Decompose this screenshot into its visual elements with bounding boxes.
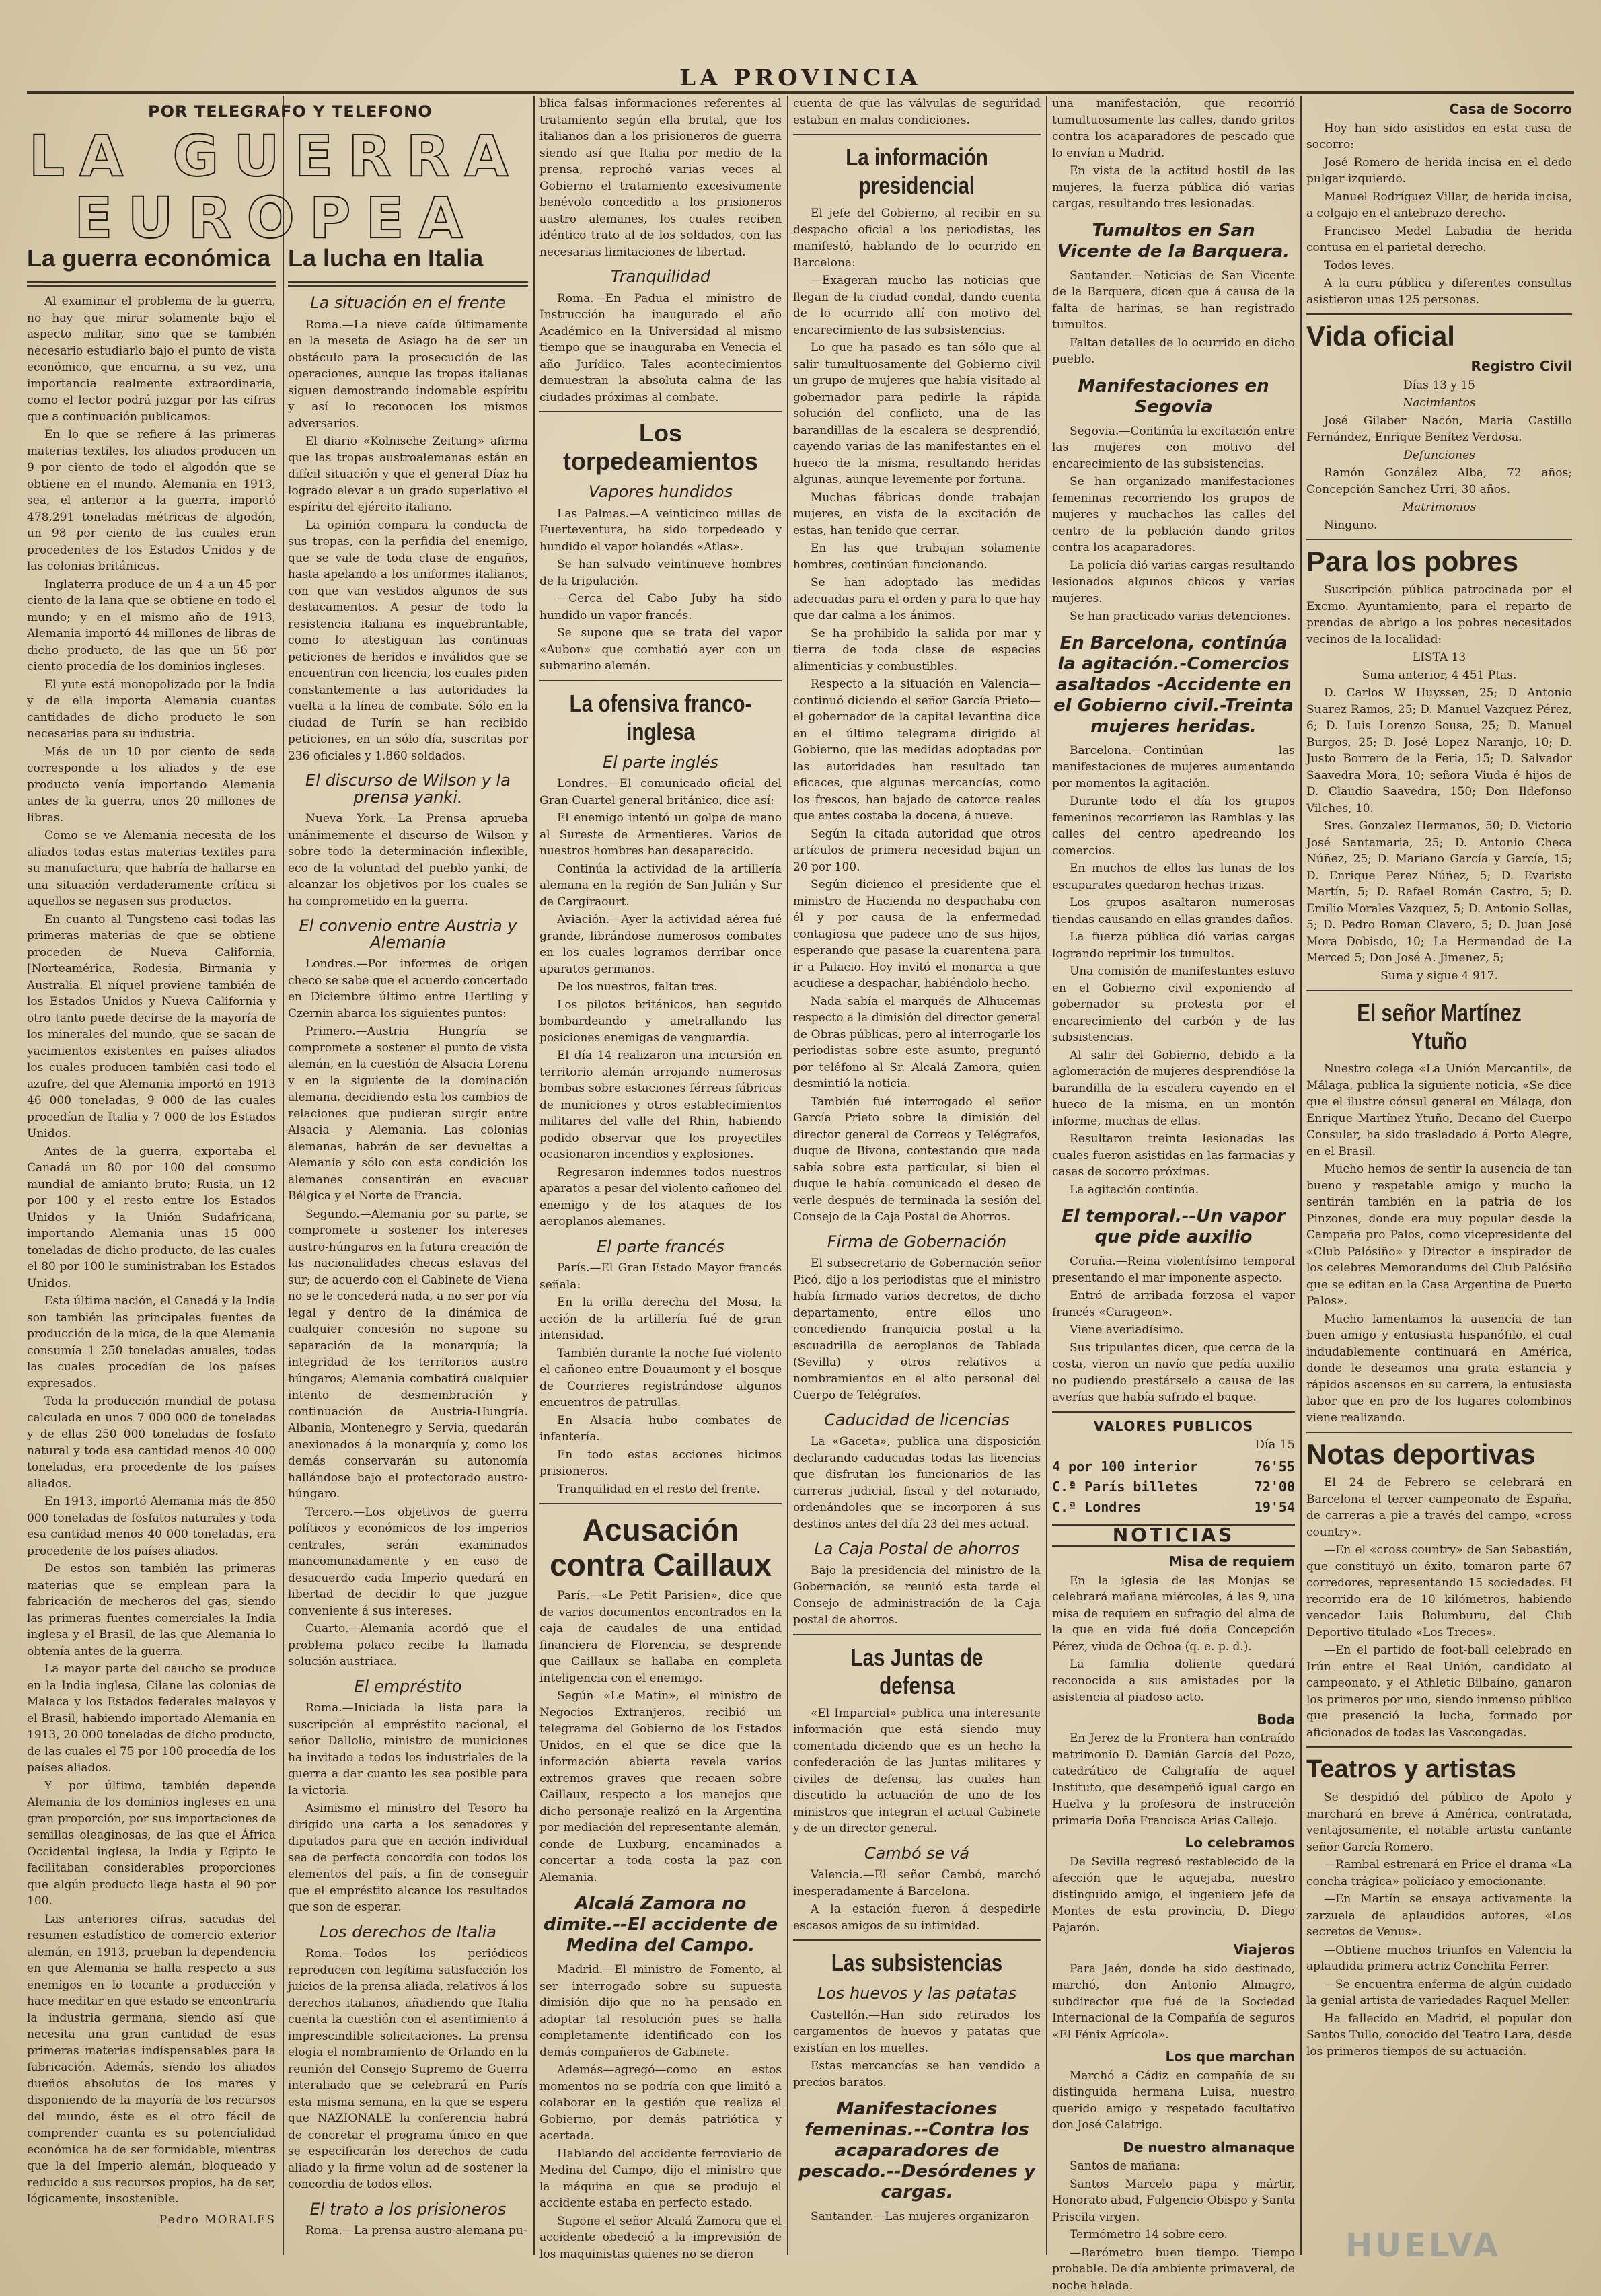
article-title: Las Juntas de defensa xyxy=(850,1643,983,1699)
paragraph: Barcelona.—Continúan las manifestaciones de mujeres aumentando por momentos la agitación. xyxy=(1052,743,1295,790)
paragraph: —Barómetro buen tiempo. Tiempo probable. De día ambiente primaveral, de noche helada. xyxy=(1052,2246,1295,2293)
paragraph: Roma.—La prensa austro-alemana pu- xyxy=(305,2224,527,2237)
paragraph: En vista de la actitud hostil de las mujeres, la fuerza pública dió varias cargas, resultando tres lesionadas. xyxy=(1052,164,1295,211)
paragraph: Se han organizado manifestaciones femeninas recorriendo los grupos de mujeres y muchachos las calles del centro de la población dando gritos contra los acaparadores. xyxy=(1052,475,1295,554)
divider xyxy=(793,1634,1041,1635)
paragraph: Faltan detalles de lo ocurrido en dicho pueblo. xyxy=(1052,336,1295,366)
paragraph: Santander.—Las mujeres organizaron xyxy=(811,2210,1029,2223)
paragraph: Supone el señor Alcalá Zamora que el accidente obedeció a la imprevisión de los maquinistas quienes no se dieron xyxy=(539,2214,782,2261)
paragraph: Lo que ha pasado es tan sólo que al salir tumultuosamente del Gobierno civil un grupo de mujeres que había visitado al gobernador para pedirle la rápida solución del conflicto, una de las barandillas de la escalera se desprendió, cayendo varias de las manifestantes en el hueco de la misma, resultando heridas algunas, aunque levemente por fortuna. xyxy=(793,341,1041,486)
registry-section: Matrimonios xyxy=(1402,501,1477,514)
paragraph: Segovia.—Continúa la excitación entre las mujeres con motivo del encarecimiento de las subsistencias. xyxy=(1052,424,1295,471)
divider xyxy=(539,1503,782,1504)
paragraph: Para Jaén, donde ha sido destinado, marchó, don Antonio Almagro, subdirector que fué de la Sociedad Internacional de la Compañía de seguros «El Fénix Agrícola». xyxy=(1052,1962,1295,2042)
paragraph: Segundo.—Alemania por su parte, se compromete a sostener los intereses austro-húngaros en la futura creación de las nacionalidades checas eslavas del sur; de acuerdo con el Gabinete de Viena no se le concederá nada, a no ser por vía legal y dentro de la dinámica de cualquier concesión no supone su separación de la monarquía; la integridad de los territorios austro húngaros; Alemania combatirá cualquier intento de desmembración y continuación de Austria-Hungría. Albania, Montenegro y Servia, quedarán anexionados á la monarquía y, como los demás conservarán su autonomía hallándose bajo el protectorado austro-húngaro. xyxy=(288,1207,528,1501)
article-title: La ofensiva franco-inglesa xyxy=(569,689,752,745)
paragraph: Una comisión de manifestantes estuvo en el Gobierno civil exponiendo al gobernador su protesta por el encarecimiento del carbón y de las subsistencias. xyxy=(1052,965,1295,1044)
paragraph: Termómetro 14 sobre cero. xyxy=(1070,2228,1228,2242)
stock-row xyxy=(1052,1477,1295,1497)
paragraph: También fué interrogado el señor García Prieto sobre la dimisión del director general de Correos y Telégrafos, duque de Bivona, contestando que nada sabía sobre esta particular, si bien el duque le había comunicado el deseo de verle después de terminada la sesión del Consejo de la Caja Postal de Ahorros. xyxy=(793,1095,1041,1224)
stock-rows xyxy=(1052,1456,1295,1517)
stock-date: Día 15 xyxy=(1255,1438,1295,1452)
watermark-text: HUELVA xyxy=(1345,2227,1501,2264)
stock-value: 76'55 xyxy=(1254,1458,1295,1475)
paragraph: Cuarto.—Alemania acordó que el problema polaco recibe la llamada solución austriaca. xyxy=(288,1622,528,1668)
registry-section: Nacimientos xyxy=(1403,396,1476,410)
paragraph: Según dicienco el presidente que el ministro de Hacienda no despachaba con él y por causa de la enfermedad contagiosa que padece uno de sus hijos, esperando que pasase la cuarentena para ir a Palacio. Hoy invitó el monarca a que acudiese a despachar, habiéndolo hecho. xyxy=(793,878,1041,990)
news-title: Casa de Socorro xyxy=(1449,101,1572,117)
paragraph: La familia doliente quedará reconocida a sus amistades por la asistencia al piadoso acto. xyxy=(1052,1658,1295,1704)
column-5 xyxy=(1052,96,1295,2293)
paragraph: Estas mercancías se han vendido a precios baratos. xyxy=(793,2059,1041,2089)
paragraph: Al examinar el problema de la guerra, no hay que mirar solamente bajo el aspecto militar, sino que se también necesario estudiarlo bajo el punto de vista económico, que encarna, a su vez, una importancia realmente extraordinaria, como el lector podrá juzgar por las cifras que a continuación publicamos: xyxy=(27,295,276,424)
paragraph: Primero.—Austria Hungría se compromete a sostener el punto de vista alemán, en la cuestión de Alsacia Lorena y en la siguiente de la dominación alemana, decidiendo esta los cambios de relaciones que pudieran surgir entre Alsacia y Alemania. Las colonias alemanas, habrán de ser devueltas a Alemania y sólo con esta condición los alemanes consentirán en evacuar Bélgica y el Norte de Francia. xyxy=(288,1025,528,1203)
masthead-title: LA PROVINCIA xyxy=(679,65,922,91)
article-title: La información presidencial xyxy=(846,143,988,199)
paragraph: Se supone que se trata del vapor «Aubon» que combatió ayer con un submarino alemán. xyxy=(539,626,782,673)
news-title: Boda xyxy=(1257,1711,1295,1728)
paragraph: Santos Marcelo papa y mártir, Honorato abad, Fulgencio Obispo y Santa Priscila virgen. xyxy=(1052,2177,1295,2224)
divider xyxy=(1306,990,1572,991)
stock-value: 19'54 xyxy=(1254,1498,1295,1515)
divider xyxy=(793,1939,1041,1941)
divider xyxy=(27,281,276,287)
paragraph: Manuel Rodríguez Villar, de herida incisa, a colgajo en el antebrazo derecho. xyxy=(1306,190,1572,220)
stock-label: 4 por 100 interior xyxy=(1052,1458,1198,1475)
paragraph: José Gilaber Nacón, María Castillo Fernández, Enrique Benítez Verdosa. xyxy=(1306,414,1572,444)
paragraph: En Alsacia hubo combates de infantería. xyxy=(539,1413,782,1444)
paragraph: Se han salvado veintinueve hombres de la tripulación. xyxy=(539,558,782,588)
article-title: Notas deportivas xyxy=(1306,1438,1536,1470)
paragraph: En Jerez de la Frontera han contraído matrimonio D. Damián García del Pozo, catedrático de Caligrafía de aquel Instituto, que desempeñó igual cargo en Huelva y la profesora de instrucción primaria Doña Francisca Arias Callejo. xyxy=(1052,1732,1295,1828)
news-title: Viajeros xyxy=(1233,1941,1295,1958)
news-title: De nuestro almanaque xyxy=(1123,2139,1295,2155)
paragraph: Sres. Gonzalez Hermanos, 50; D. Victorio José Santamaria, 25; D. Antonio Checa Núñez, 25; D. Mariano García y García, 15; D. Enrique Perez Núñez, 5; D. Evaristo Martín, 5; D. Rafael Román Castro, 5; D. Emilio Morales Vazquez, 5; D. Antonio Sollas, 5; D. Pedro Roman Clavero, 5; D. Juan José Mora Dobisdo, 10; La Hermandad de La Merced 5; Don José A. Jimenez, 5; xyxy=(1306,819,1572,965)
subheading: El parte inglés xyxy=(602,752,719,772)
paragraph: Nueva York.—La Prensa aprueba unánimemente el discurso de Wilson y sobre todo la determinación inflexible, eco de la voluntad del pueblo yanki, de alcanzar los objetivos por los cuales se ha comprometido en la guerra. xyxy=(288,812,528,908)
paragraph: cuenta de que las válvulas de seguridad estaban en malas condiciones. xyxy=(793,97,1041,127)
article-title: La guerra económica xyxy=(27,244,271,272)
stock-table xyxy=(1052,1418,1295,1517)
paragraph: Asimismo el ministro del Tesoro ha dirigido una carta a los senadores y diputados para que en acción individual sea de perfecta concordia con todos los elementos del país, a fin de conseguir que el empréstito alcance los resultados que son de esperar. xyxy=(288,1802,528,1914)
paragraph: Madrid.—El ministro de Fomento, al ser interrogado sobre su supuesta dimisión dijo que no ha pensado en adoptar tal resolución pues se halla completamente identificado con los demás compañeros de Gabinete. xyxy=(539,1963,782,2059)
subheading: El parte francés xyxy=(597,1236,724,1256)
paragraph: En todo estas acciones hicimos prisioneros. xyxy=(539,1448,782,1478)
column-rule xyxy=(533,96,535,2255)
paragraph: —En Martín se ensaya activamente la zarzuela de aplaudidos autores, «Los secretos de Venus». xyxy=(1306,1892,1572,1939)
paragraph: Las Palmas.—A veinticinco millas de Fuerteventura, ha sido torpedeado y hundido el vapor holandés «Atlas». xyxy=(539,507,782,554)
paragraph: Suscripción pública patrocinada por el Excmo. Ayuntamiento, para el reparto de prendas de abrigo a los pobres necesitados vecinos de la localidad: xyxy=(1306,583,1572,646)
paragraph: Se ha prohibido la salida por mar y tierra de toda clase de especies alimenticias y combustibles. xyxy=(793,626,1041,673)
paragraph: La fuerza pública dió varias cargas logrando reprimir los tumultos. xyxy=(1052,930,1295,961)
paragraph: Aviación.—Ayer la actividad aérea fué grande, librándose numerosos combates en los cuales logramos derribar once aparatos germanos. xyxy=(539,913,782,976)
paragraph: Inglaterra produce de un 4 a un 45 por ciento de la lana que se obtiene en todo el mundo; y en el mismo año de 1913, Alemania importó 44 millones de libras de dicho producto, de las que un 56 por ciento procedía de los dominios ingleses. xyxy=(27,577,276,673)
subheading: El convenio entre Austria y Alemania xyxy=(299,916,517,952)
divider xyxy=(1052,1411,1295,1413)
paragraph: París.—«Le Petit Parisien», dice que de varios documentos encontrados en la caja de caudales de una entidad financiera de Florencia, se desprende que Caillaux se hallaba en completa inteligencia con el enemigo. xyxy=(539,1589,782,1685)
paragraph: Roma.—Todos los periódicos reproducen con legítima satisfacción los juicios de la prensa aliada, relativos á los derechos italianos, añadiendo que Italia cuenta la cuestión con el asentimiento á imprescindible solicitaciones. La prensa elogia el nombramiento de Orlando en la reunión del Consejo Supremo de Guerra interaliado que se celebrará en París esta misma semana, en la que se espera que NAZIONALE la conferencia habrá de concretar el programa único en que se especificarán los derechos de cada aliado y la firme volun ad de sostener la concordia de todos ellos. xyxy=(288,1947,528,2191)
paragraph: Se han adoptado las medidas adecuadas para el orden y para lo que hay que dar calma a los ánimos. xyxy=(793,576,1041,622)
paragraph: Coruña.—Reina violentísimo temporal presentando el mar imponente aspecto. xyxy=(1052,1255,1295,1285)
paragraph: Santos de mañana: xyxy=(1070,2159,1181,2173)
paragraph: En muchos de ellos las lunas de los escaparates quedaron hechas trizas. xyxy=(1052,862,1295,892)
paragraph: De Sevilla regresó restablecido de la afección que le aquejaba, nuestro distinguido amigo, el ingeniero jefe de Montes de esta provincia, D. Diego Pajarón. xyxy=(1052,1855,1295,1935)
paragraph: Hablando del accidente ferroviario de Medina del Campo, dijo el ministro que la máquina en que se produjo el accidente estaba en perfecto estado. xyxy=(539,2147,782,2210)
paragraph: Las anteriores cifras, sacadas del resumen estadístico de comercio exterior alemán, en 1913, prueban la dependencia en que Alemania se halla respecto a sus enemigos en lo tocante a producción y hace meditar en que estado se encontraría la industria germana, siendo así que necesita una gran cantidad de esas primeras materias indispensables para la fabricación. Además, siendo los aliados dueños absolutos de los mares y disponiendo de la mayoría de los recursos del mundo, éste es el otro fácil de comprender cuanta es su potencialidad económica ha de ser formidable, mientras que la del Imperio alemán, bloqueado y reducido a sus recursos propios, ha de ser, lógicamente, insostenible. xyxy=(27,1912,276,2206)
paragraph: En la iglesia de las Monjas se celebrará mañana miércoles, á las 9, una misa de requiem en sufragio del alma de la que en vida fué doña Concepción Pérez, viuda de Ochoa (q. e. p. d.). xyxy=(1052,1573,1295,1654)
article-title: Acusación contra Caillaux xyxy=(550,1512,772,1582)
paragraph: El diario «Kolnische Zeitung» afirma que las tropas austroalemanas están en difícil situación y que el general Díaz ha logrado elevar a un grado superlativo el espíritu del ejército italiano. xyxy=(288,435,528,514)
paragraph: En la orilla derecha del Mosa, la acción de la artillería fué de gran intensidad. xyxy=(539,1296,782,1342)
news-title: Registro Civil xyxy=(1470,358,1572,374)
column-3 xyxy=(539,96,782,2262)
paragraph: Más de un 10 por ciento de seda corresponde a los aliados y de ese producto venía importando Alemania antes de la guerra, unos 20 millones de libras. xyxy=(27,745,276,825)
paragraph: Ramón González Alba, 72 años; Concepción Sanchez Urri, 30 años. xyxy=(1306,466,1572,496)
paragraph: Regresaron indemnes todos nuestros aparatos a pesar del violento cañoneo del enemigo y de los ataques de los aeroplanos alemanes. xyxy=(539,1165,782,1228)
paragraph: Muchas fábricas donde trabajan mujeres, en vista de la excitación de estas, han tenido que cerrar. xyxy=(793,490,1041,538)
paragraph: D. Carlos W Huyssen, 25; D Antonio Suarez Ramos, 25; D. Manuel Vazquez Pérez, 6; D. Luis Lorenzo Sousa, 25; D. Manuel Burgos, 25; D. José Lopez Naranjo, 10; D. Justo Borrero de la Feria, 15; D. Salvador Saavedra Mora, 10; señora Viuda é hijos de D. Claudio Saavedra, 150; Don Ildefonso Vilches, 10. xyxy=(1306,686,1572,815)
paragraph: «El Imparcial» publica una interesante información que está siendo muy comentada diciendo que es un hecho la confederación de las Juntas militares y civiles de defensa, las cuales han discutido la actuación de uno de los ministros que integran el actual Gabinete y de un director general. xyxy=(793,1706,1041,1835)
paragraph: Viene averiadísimo. xyxy=(1070,1323,1184,1337)
paragraph: La policía dió varias cargas resultando lesionados algunos chicos y varias mujeres. xyxy=(1052,558,1295,605)
headline-la-guerra: LA GUERRA xyxy=(28,123,523,189)
article-title: Vida oficial xyxy=(1306,320,1455,352)
kicker: POR TELEGRAFO Y TELEFONO xyxy=(148,102,433,121)
subheading: Firma de Gobernación xyxy=(827,1232,1007,1251)
headline-europea: EUROPEA xyxy=(74,185,478,251)
paragraph: Resultaron treinta lesionadas las cuales fueron asistidas en las farmacias y casas de socorro próximas. xyxy=(1052,1132,1295,1179)
paragraph: Marchó a Cádiz en compañía de su distinguida hermana Luisa, nuestro querido amigo y respetado facultativo don José Calatrigo. xyxy=(1052,2069,1295,2132)
paragraph: José Romero de herida incisa en el dedo pulgar izquierdo. xyxy=(1306,155,1572,186)
paragraph: Santander.—Noticias de San Vicente de la Barquera, dicen que á causa de la falta de harinas, se han registrado tumultos. xyxy=(1052,268,1295,332)
paragraph: —En el «cross country» de San Sebastián, que constituyó un éxito, tomaron parte 67 corredores, representando 15 sociedades. El recorrido era de 10 kilómetros, habiendo vencedor Luis Bolumburu, del Club Deportivo titulado «Los Treces». xyxy=(1306,1543,1572,1639)
subheading: En Barcelona, continúa la agitación.-Comercios asaltados -Accidente en el Gobierno civil.-Treinta mujeres heridas. xyxy=(1053,632,1294,737)
paragraph: —En el partido de foot-ball celebrado en Irún entre el Real Unión, candidato al campeonato, y el Athletic Bilbaíno, ganaron los primeros por uno, siendo inmenso público que presenció la lucha, formado por aficionados de todas las Vascongadas. xyxy=(1306,1643,1572,1740)
paragraph: En cuanto al Tungsteno casi todas las primeras materias de que se obtiene proceden de Nueva California, [Norteamérica, Rodesia, Birmania y Australia. El níquel proviene también de los Estados Unidos y Nueva California y otro tanto puede decirse de la mayoría de los minerales del mundo, que se sacan de yacimientos existentes en países aliados los cuales producen también casi todo el azufre, del que Alemania importó en 1913 46 000 toneladas, 9 000 de las cuales procedían de Italia y 7 000 de los Estados Unidos. xyxy=(27,912,276,1140)
paragraph: Sus tripulantes dicen, que cerca de la costa, vieron un navío que pedía auxilio no pudiendo prestárselo a causa de las averías que había sufrido el buque. xyxy=(1052,1341,1295,1404)
paragraph: —Obtiene muchos triunfos en Valencia la aplaudida primera actriz Conchita Ferrer. xyxy=(1306,1943,1572,1973)
paragraph: El subsecretario de Gobernación señor Picó, dijo a los periodistas que el ministro había firmado varios decretos, de dicho departamento, entre ellos uno concediendo franquicia postal a la escuadrilla de aeroplanos de Tablada (Sevilla) y otros relativos a nombramientos en el alto personal del Cuerpo de Telégrafos. xyxy=(793,1257,1041,1402)
subheading: Tumultos en San Vicente de la Barquera. xyxy=(1057,220,1290,262)
subheading: Los derechos de Italia xyxy=(320,1922,496,1941)
subheading: El trato a los prisioneros xyxy=(309,2199,507,2219)
paragraph: En 1913, importó Alemania más de 850 000 toneladas de fosfatos naturales y toda esa cantidad menos 40 000 toneladas, era procedente de los países aliados. xyxy=(27,1495,276,1558)
paragraph: una manifestación, que recorrió tumultuosamente las calles, dando gritos contra los acaparadores de pescado que lo envían a Madrid. xyxy=(1052,97,1295,160)
paragraph: Continúa la actividad de la artillería alemana en la región de San Julián y Sur de Cargiraourt. xyxy=(539,862,782,909)
paragraph: El jefe del Gobierno, al recibir en su despacho oficial a los periodistas, les manifestó, hablando de lo ocurrido en Barcelona: xyxy=(793,207,1041,270)
masthead xyxy=(27,65,1574,94)
registry-section: Defunciones xyxy=(1403,448,1475,462)
paragraph: De los nuestros, faltan tres. xyxy=(557,980,718,994)
paragraph: Mucho hemos de sentir la ausencia de tan bueno y respetable amigo y mucho la sentirán también en la patria de los Pinzones, donde era muy popular desde la Campaña pro Palos, como vicepresidente del «Club Palósiño» y Director e inspirador de los celebres Memorandums del Club Palósiño que se editan en la Casa Argentina de Puerto Palos». xyxy=(1306,1162,1572,1308)
signature: Pedro MORALES xyxy=(159,2213,276,2227)
article-title: El señor Martínez Ytuño xyxy=(1357,999,1522,1055)
paragraph: Y por último, también depende Alemania de los dominios ingleses en una gran proporción, por sus importaciones de semillas oleaginosas, de las que el África Occidental inglesa, la India y Egipto le facilitaban considerables proporciones que algún producto llega hasta el 90 por 100. xyxy=(27,1779,276,1908)
subheading: Manifestaciones femeninas.--Contra los acaparadores de pescado.--Desórdenes y cargas. xyxy=(798,2099,1035,2202)
stock-title: VALORES PUBLICOS xyxy=(1093,1417,1254,1434)
paragraph: Los pilotos británicos, han seguido bombardeando y ametrallando las posiciones enemigas de vanguardia. xyxy=(539,998,782,1045)
list-title: LISTA 13 xyxy=(1412,651,1466,664)
subheading: Caducidad de licencias xyxy=(824,1410,1010,1430)
paragraph: Nada sabía el marqués de Alhucemas respecto a la dimisión del director general de Obras públicas, pero al interrogarle los periodistas sobre este asunto, preguntó por teléfono al Sr. Alcalá Zamora, quien desmintió la noticia. xyxy=(793,994,1041,1090)
paragraph: Toda la producción mundial de potasa calculada en unos 7 000 000 de toneladas y de ellas 250 000 toneladas de fosfato natural y toda esa cantidad menos 40 000 toneladas, era procedente de los países aliados. xyxy=(27,1395,276,1491)
divider xyxy=(793,134,1041,135)
registry-date: Días 13 y 15 xyxy=(1403,378,1475,392)
paragraph: Según «Le Matin», el ministro de Negocios Extranjeros, recibió un telegrama del Gobierno de los Estados Unidos, en el que se dice que la información abierta revela varios extremos graves que recaen sobre Caillaux, respecto a los manejos que dicho personaje realizó en la Argentina por mediación del representante alemán, conde de Luxburg, encaminados a concertar a toda costa la paz con Alemania. xyxy=(539,1689,782,1884)
column-1 xyxy=(27,237,276,2262)
article-title: Las subsistencias xyxy=(831,1949,1003,1976)
column-rule xyxy=(283,96,284,2255)
paragraph: También durante la noche fué violento el cañoneo entre Douaumont y el bosque de Courrieres registrándose algunos encuentros de patrullas. xyxy=(539,1346,782,1409)
paragraph: Mucho lamentamos la ausencia de tan buen amigo y entusiasta hispanófilo, el cual indudablemente continuará en América, donde le deseamos una grata estancia y rápidos ascensos en su carrera, la entusiasta labor que en pro de los lugares colombinos viene realizando. xyxy=(1306,1312,1572,1425)
paragraph: —Cerca del Cabo Juby ha sido hundido un vapor francés. xyxy=(539,592,782,622)
paragraph: —Exageran mucho las noticias que llegan de la ciudad condal, dando cuenta de lo ocurrido allí con motivo del encarecimiento de las subsistencias. xyxy=(793,274,1041,337)
news-title: Misa de requiem xyxy=(1168,1553,1295,1569)
paragraph: Ha fallecido en Madrid, el popular don Santos Tullo, conocido del Teatro Lara, desde los primeros tiempos de su actuación. xyxy=(1306,2011,1572,2059)
paragraph: Roma.—En Padua el ministro de Instrucción ha inaugurado el año Académico en la Universidad al mismo tiempo que se inauguraba en Venecia el año Jurídico. Tales acontecimientos demuestran la absoluta calma de las ciudades próximas al combate. xyxy=(539,291,782,404)
list-line: Suma y sigue 4 917. xyxy=(1380,969,1498,983)
paragraph: A la estación fueron á despedirle escasos amigos de su intimidad. xyxy=(793,1902,1041,1933)
paragraph: Bajo la presidencia del ministro de la Gobernación, se reunió esta tarde el Consejo de administración de la Caja postal de ahorros. xyxy=(793,1563,1041,1627)
paragraph: El yute está monopolizado por la India y de ella importa Alemania cuantas cantidades de dicho producto le son necesarias para su industria. xyxy=(27,677,276,741)
paragraph: Francisco Medel Labadia de herida contusa en el parietal derecho. xyxy=(1306,224,1572,254)
war-header xyxy=(27,96,525,249)
paragraph: Londres.—El comunicado oficial del Gran Cuartel general británico, dice así: xyxy=(539,777,782,807)
divider xyxy=(1306,313,1572,315)
paragraph: Los grupos asaltaron numerosas tiendas causando en ellas grandes daños. xyxy=(1052,896,1295,926)
paragraph: Nuestro colega «La Unión Mercantil», de Málaga, publica la siguiente noticia, «Se dice que el ilustre cónsul general en Málaga, don Enrique Martínez Ytuño, Decano del Cuerpo Consular, ha sido trasladado á Porto Alegre, en el Brasil. xyxy=(1306,1062,1572,1158)
paragraph: Según la citada autoridad que otros artículos de primera necesidad bajan un 20 por 100. xyxy=(793,827,1041,874)
stock-label: C.ª Londres xyxy=(1052,1498,1142,1515)
paragraph: Esta última nación, el Canadá y la India son también las principales fuentes de producción de la mica, de la que Alemania consumía 1 250 toneladas anuales, todas las cuales procedían de los países expresados. xyxy=(27,1294,276,1391)
divider xyxy=(539,680,782,681)
paragraph: En lo que se refiere á las primeras materias textiles, los aliados producen un 9 por ciento de todo el algodón que se obtiene en el mundo. Alemania en 1913, sea, el anterior a la guerra, importó 478,291 toneladas métricas de algodón, un 98 por ciento de las cuales eran procedentes de los Estados Unidos y de las colonias británicas. xyxy=(27,428,276,573)
paragraph: Ninguno. xyxy=(1324,518,1378,532)
article-title: Para los pobres xyxy=(1306,546,1519,577)
column-4 xyxy=(793,96,1041,2262)
paragraph: Tranquilidad en el resto del frente. xyxy=(557,1482,761,1496)
paragraph: Al salir del Gobierno, debido a la aglomeración de mujeres desprendióse la barandilla de la escalera cayendo en el hueco de la misma, en un montón informe, muchas de ellas. xyxy=(1052,1048,1295,1128)
subheading: Cambó se vá xyxy=(864,1843,970,1863)
stock-label: C.ª París billetes xyxy=(1052,1478,1198,1495)
paragraph: Londres.—Por informes de origen checo se sabe que el acuerdo concertado en Diciembre último entre Hertling y Czernin abarca los siguientes puntos: xyxy=(288,957,528,1021)
column-6 xyxy=(1306,96,1572,2262)
article-title: La lucha en Italia xyxy=(288,244,484,272)
paragraph: La opinión compara la conducta de sus tropas, con la perfidia del enemigo, que se vale de toda clase de engaños, hasta apelando a los uniformes italianos, con que van vestidos algunos de sus destacamentos. A pesar de todo la resistencia italiana es inquebrantable, como lo atestiguan las continuas peticiones de heridos e inválidos que se encuentran con licencia, los cuales piden constantemente a las autoridades la vuelta a la línea de combate. Sólo en la ciudad de Turín se han recibido peticiones, en un sólo día, suscritas por 236 oficiales y 1.860 soldados. xyxy=(288,518,528,763)
paragraph: A la cura pública y diferentes consultas asistieron unas 125 personas. xyxy=(1306,276,1572,307)
paragraph: El enemigo intentó un golpe de mano al Sureste de Armentieres. Varios de nuestros hombres han desaparecido. xyxy=(539,811,782,858)
paragraph: Además—agregó—como en estos momentos no se podría con que limitó a colaborar en la gestión que realiza el Gobierno, por demás patriótica y acertada. xyxy=(539,2063,782,2143)
paragraph: Entró de arribada forzosa el vapor francés «Carageon». xyxy=(1052,1289,1295,1319)
divider xyxy=(539,411,782,412)
archive-watermark xyxy=(1345,2227,1547,2281)
paragraph: Como se ve Alemania necesita de los aliados todas estas materias textiles para su manufactura, que habría de hallarse en una situación verdaderamente crítica si aquellos se negasen sus productos. xyxy=(27,829,276,908)
paragraph: Valencia.—El señor Cambó, marchó inesperadamente á Barcelona. xyxy=(793,1868,1041,1898)
divider xyxy=(288,281,528,287)
paragraph: Tercero.—Los objetivos de guerra políticos y económicos de los imperios centrales, serán examinados mancomunadamente y en caso de desacuerdo cada Imperio quedará en libertad de decidir lo que juzgue conveniente á sus intereses. xyxy=(288,1505,528,1618)
subheading: Los huevos y las patatas xyxy=(817,1984,1017,2003)
paragraph: La «Gaceta», publica una disposición declarando caducadas todas las licencias que disfrutan los funcionarios de las carreras judicial, fiscal y del notariado, ordenándoles que se incorporen á sus destinos antes del día 23 del mes actual. xyxy=(793,1435,1041,1531)
paragraph: París.—El Gran Estado Mayor francés señala: xyxy=(539,1261,782,1292)
paragraph: Respecto a la situación en Valencia—continuó diciendo el señor García Prieto—el gobernador de la capital levantina dice en el último telegrama dirigido al Gobierno, que las medidas adoptadas por las autoridades han resultado tan eficaces, que algunas mercancías, como los frescos, han bajado de catorce reales que antes costaba la docena, á nueve. xyxy=(793,677,1041,823)
subheading: Tranquilidad xyxy=(610,267,711,286)
paragraph: Durante todo el día los grupos femeninos recorrieron las Ramblas y las calles del centro apedreando los comercios. xyxy=(1052,794,1295,858)
column-rule xyxy=(1046,96,1047,2255)
paragraph: —Se encuentra enferma de algún cuidado la genial artista de variedades Raquel Meller. xyxy=(1306,1977,1572,2007)
paragraph: En las que trabajan solamente hombres, continúan funcionando. xyxy=(793,542,1041,572)
article-body xyxy=(27,293,276,2228)
stock-value: 72'00 xyxy=(1254,1478,1295,1495)
divider xyxy=(1306,1746,1572,1748)
subheading: La situación en el frente xyxy=(310,293,506,312)
paragraph: Roma.—Iniciada la lista para la suscripción al empréstito nacional, el señor Dallolio, ministro de municiones ha invitado a todos los industriales de la guerra a dar cuanto les sea posible para la victoria. xyxy=(288,1701,528,1798)
column-rule xyxy=(787,96,788,2255)
news-title: Los que marchan xyxy=(1165,2048,1295,2065)
paragraph: Todos leves. xyxy=(1324,258,1394,272)
paragraph: Roma.—La nieve caída últimamente en la meseta de Asiago ha de ser un obstáculo para la prosecución de las operaciones, aunque las tropas italianas siguen demostrando indomable espíritu y así lo reconocen los mismos adversarios. xyxy=(288,318,528,431)
paragraph: Se despidió del público de Apolo y marchará en breve á América, contratada, ventajosamente, el notable artista cantante señor García Romero. xyxy=(1306,1791,1572,1854)
divider xyxy=(1306,539,1572,540)
article-title: Teatros y artistas xyxy=(1306,1755,1516,1783)
paragraph: Hoy han sido asistidos en esta casa de socorro: xyxy=(1306,121,1572,151)
paragraph: La mayor parte del caucho se produce en la India inglesa, Cilane las colonias de Malaca y los Estados federales malayos y el Brasil, habiendo importado Alemania en 1913, 20 000 toneladas de dicho producto, de las cuales el 75 por 100 procedía de los países aliados. xyxy=(27,1662,276,1775)
column-2 xyxy=(288,237,528,2262)
paragraph: La agitación continúa. xyxy=(1070,1183,1199,1197)
subheading: Alcalá Zamora no dimite.--El accidente de Medina del Campo. xyxy=(543,1894,778,1956)
paragraph: Castellón.—Han sido retirados los cargamentos de huevos y patatas que existían en los muelles. xyxy=(793,2008,1041,2055)
subheading: Vapores hundidos xyxy=(588,482,733,501)
section-title-noticias: NOTICIAS xyxy=(1052,1524,1295,1547)
paragraph: De estos son también las primeras materias que se emplean para la fabricación de mecheros del gas, siendo las primeras fuentes comerciales la India inglesa y el Brasil, de las que Alemania lo obtenía antes de la guerra. xyxy=(27,1562,276,1658)
paragraph: Se han practicado varias detenciones. xyxy=(1070,609,1291,623)
paragraph: El 24 de Febrero se celebrará en Barcelona el tercer campeonato de España, de carreras a pie a través del campo, «cross country». xyxy=(1306,1476,1572,1539)
paragraph: El día 14 realizaron una incursión en territorio alemán arrojando numerosas bombas sobre estaciones férreas fábricas de municiones y otros establecimientos militares del valle del Rhin, habiendo podido observar que los proyectiles ocasionaron incendios y explosiones. xyxy=(539,1049,782,1161)
paragraph: Antes de la guerra, exportaba el Canadá un 80 por 100 del consumo mundial de amianto bruto; Rusia, un 12 por 100 y el resto entre los Estados Unidos y la Unión Sudafricana, importando Alemania unas 15 000 toneladas de dicho producto, de las cuales el 80 por 100 le suministraban los Estados Unidos. xyxy=(27,1144,276,1290)
stock-row xyxy=(1052,1456,1295,1477)
stock-row xyxy=(1052,1497,1295,1517)
news-title: Lo celebramos xyxy=(1185,1835,1295,1851)
subheading: El empréstito xyxy=(354,1676,462,1696)
list-line: Suma anterior, 4 451 Ptas. xyxy=(1362,668,1517,682)
subheading: La Caja Postal de ahorros xyxy=(814,1539,1020,1558)
subheading: El discurso de Wilson y la prensa yanki. xyxy=(305,771,511,807)
subheading: El temporal.--Un vapor que pide auxilio xyxy=(1062,1206,1286,1247)
subheading: Manifestaciones en Segovia xyxy=(1078,375,1269,417)
divider xyxy=(1306,1432,1572,1433)
article-title: Los torpedeamientos xyxy=(562,419,759,475)
paragraph: blica falsas informaciones referentes al tratamiento según ella brutal, que los italianos dan a los prisioneros de guerra siendo así que Italia por medio de la prensa, reprochó varias veces al Gobierno el tratamiento excesivamente benévolo concedido a los prisioneros austro alemanes, los cuales reciben idéntico trato al de los soldados, con las necesarias limitaciones de libertad. xyxy=(539,97,782,259)
paragraph: —Rambal estrenará en Price el drama «La concha trágica» policíaco y emocionante. xyxy=(1306,1858,1572,1888)
column-rule xyxy=(1300,96,1302,2255)
